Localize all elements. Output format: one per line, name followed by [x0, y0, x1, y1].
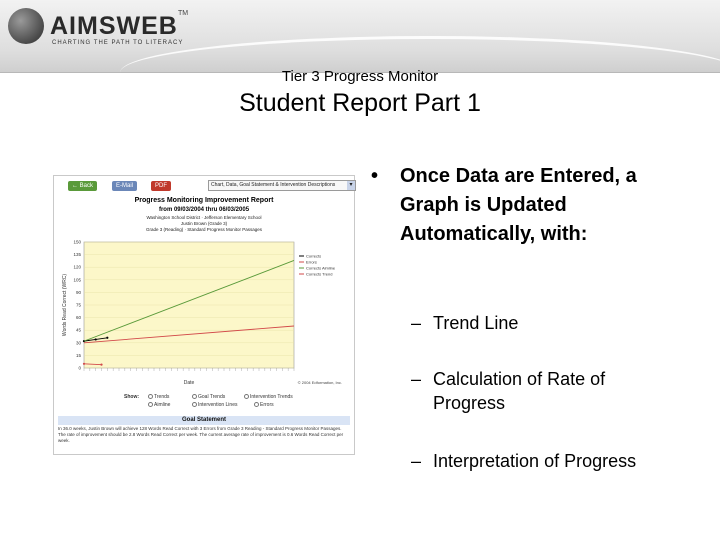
show-option-intervention-trends[interactable]: Intervention Trends [244, 394, 293, 400]
show-option-aimline[interactable]: Aimline [148, 402, 170, 408]
legend-entry: Errors [306, 259, 317, 265]
logo-tagline: CHARTING THE PATH TO LITERACY [52, 40, 184, 46]
report-measure-line: Grade 3 (Reading) · Standard Progress Monitor Passages [145, 227, 263, 232]
goal-statement-header: Goal Statement [58, 416, 350, 425]
report-screenshot [53, 175, 355, 455]
y-tick-label: 135 [73, 252, 81, 258]
logo-trademark: TM [178, 10, 189, 17]
sub-bullet-text: Calculation of Rate of Progress [433, 369, 606, 413]
report-dates: from 09/03/2004 thru 06/03/2005 [158, 207, 250, 213]
report-district-line: Washington School District · Jefferson Elementary School [146, 215, 262, 220]
show-options [124, 394, 344, 412]
y-tick-label: 105 [73, 277, 81, 283]
legend-entry: Corrects [306, 253, 322, 259]
y-tick-label: 75 [75, 302, 81, 308]
report-student-line: Justin Brown (Grade 3) [180, 221, 228, 226]
slide-title: Student Report Part 1 [239, 89, 481, 117]
aimsweb-logo [8, 6, 208, 52]
report-view-select-value: Chart, Data, Goal Statement & Intervention Descriptions [211, 182, 336, 188]
goal-statement-text: In 36.0 weeks, Justin Brown will achieve 128 Words Read Correct with 3 Errors from Grade 3 Reading - Standard Progress Monitor Passages. The rate of improvement should be 2.8 Words Read Correct per week. The current average rate of improvement is 0.6 Words Read Correct per week. [58, 426, 344, 443]
data-point [106, 337, 108, 339]
pdf-button[interactable]: PDF [151, 181, 171, 191]
show-label: Show: [124, 394, 139, 400]
y-tick-label: 45 [75, 327, 81, 333]
y-tick-label: 150 [73, 239, 81, 245]
x-axis-label: Date [183, 380, 195, 386]
show-option-errors[interactable]: Errors [254, 402, 274, 408]
report-view-select[interactable] [208, 180, 356, 191]
sub-bullet-marker: – [411, 369, 422, 389]
report-title: Progress Monitoring Improvement Report [134, 197, 274, 204]
main-bullet-text: Once Data are Entered, a Graph is Updated Automatically, with: [400, 165, 637, 245]
legend-entry: Corrects Aimline [306, 265, 336, 271]
y-tick-label: 15 [75, 352, 81, 358]
progress-chart [54, 238, 354, 390]
logo-text: AIMSWEB [50, 12, 178, 40]
data-point [100, 364, 102, 366]
y-tick-label: 90 [75, 289, 81, 295]
copyright-label: © 2004 Edformation, Inc. [297, 380, 342, 385]
sub-bullet-marker: – [411, 313, 422, 333]
logo-badge-icon [8, 8, 44, 44]
slide-subtitle: Tier 3 Progress Monitor [281, 68, 439, 85]
y-tick-label: 30 [75, 340, 81, 346]
chevron-down-icon[interactable]: ▾ [347, 181, 355, 190]
email-button[interactable]: E-Mail [112, 181, 137, 191]
show-option-trends[interactable]: Trends [148, 394, 169, 400]
data-point [95, 338, 97, 340]
y-tick-label: 0 [78, 365, 81, 371]
show-option-intervention-lines[interactable]: Intervention Lines [192, 402, 237, 408]
y-tick-label: 60 [75, 315, 81, 321]
sub-bullet-text: Interpretation of Progress [433, 451, 637, 471]
y-tick-label: 120 [73, 264, 81, 270]
legend-entry: Corrects Trend [306, 271, 333, 277]
sub-bullet-text: Trend Line [433, 313, 519, 333]
data-point [83, 363, 85, 365]
header-band [0, 0, 720, 73]
bullet-marker: • [371, 165, 379, 187]
back-button[interactable]: ← Back [68, 181, 97, 191]
y-axis-label: Words Read Correct (WRC) [62, 273, 68, 337]
sub-bullet-marker: – [411, 451, 422, 471]
show-option-goal-trends[interactable]: Goal Trends [192, 394, 225, 400]
